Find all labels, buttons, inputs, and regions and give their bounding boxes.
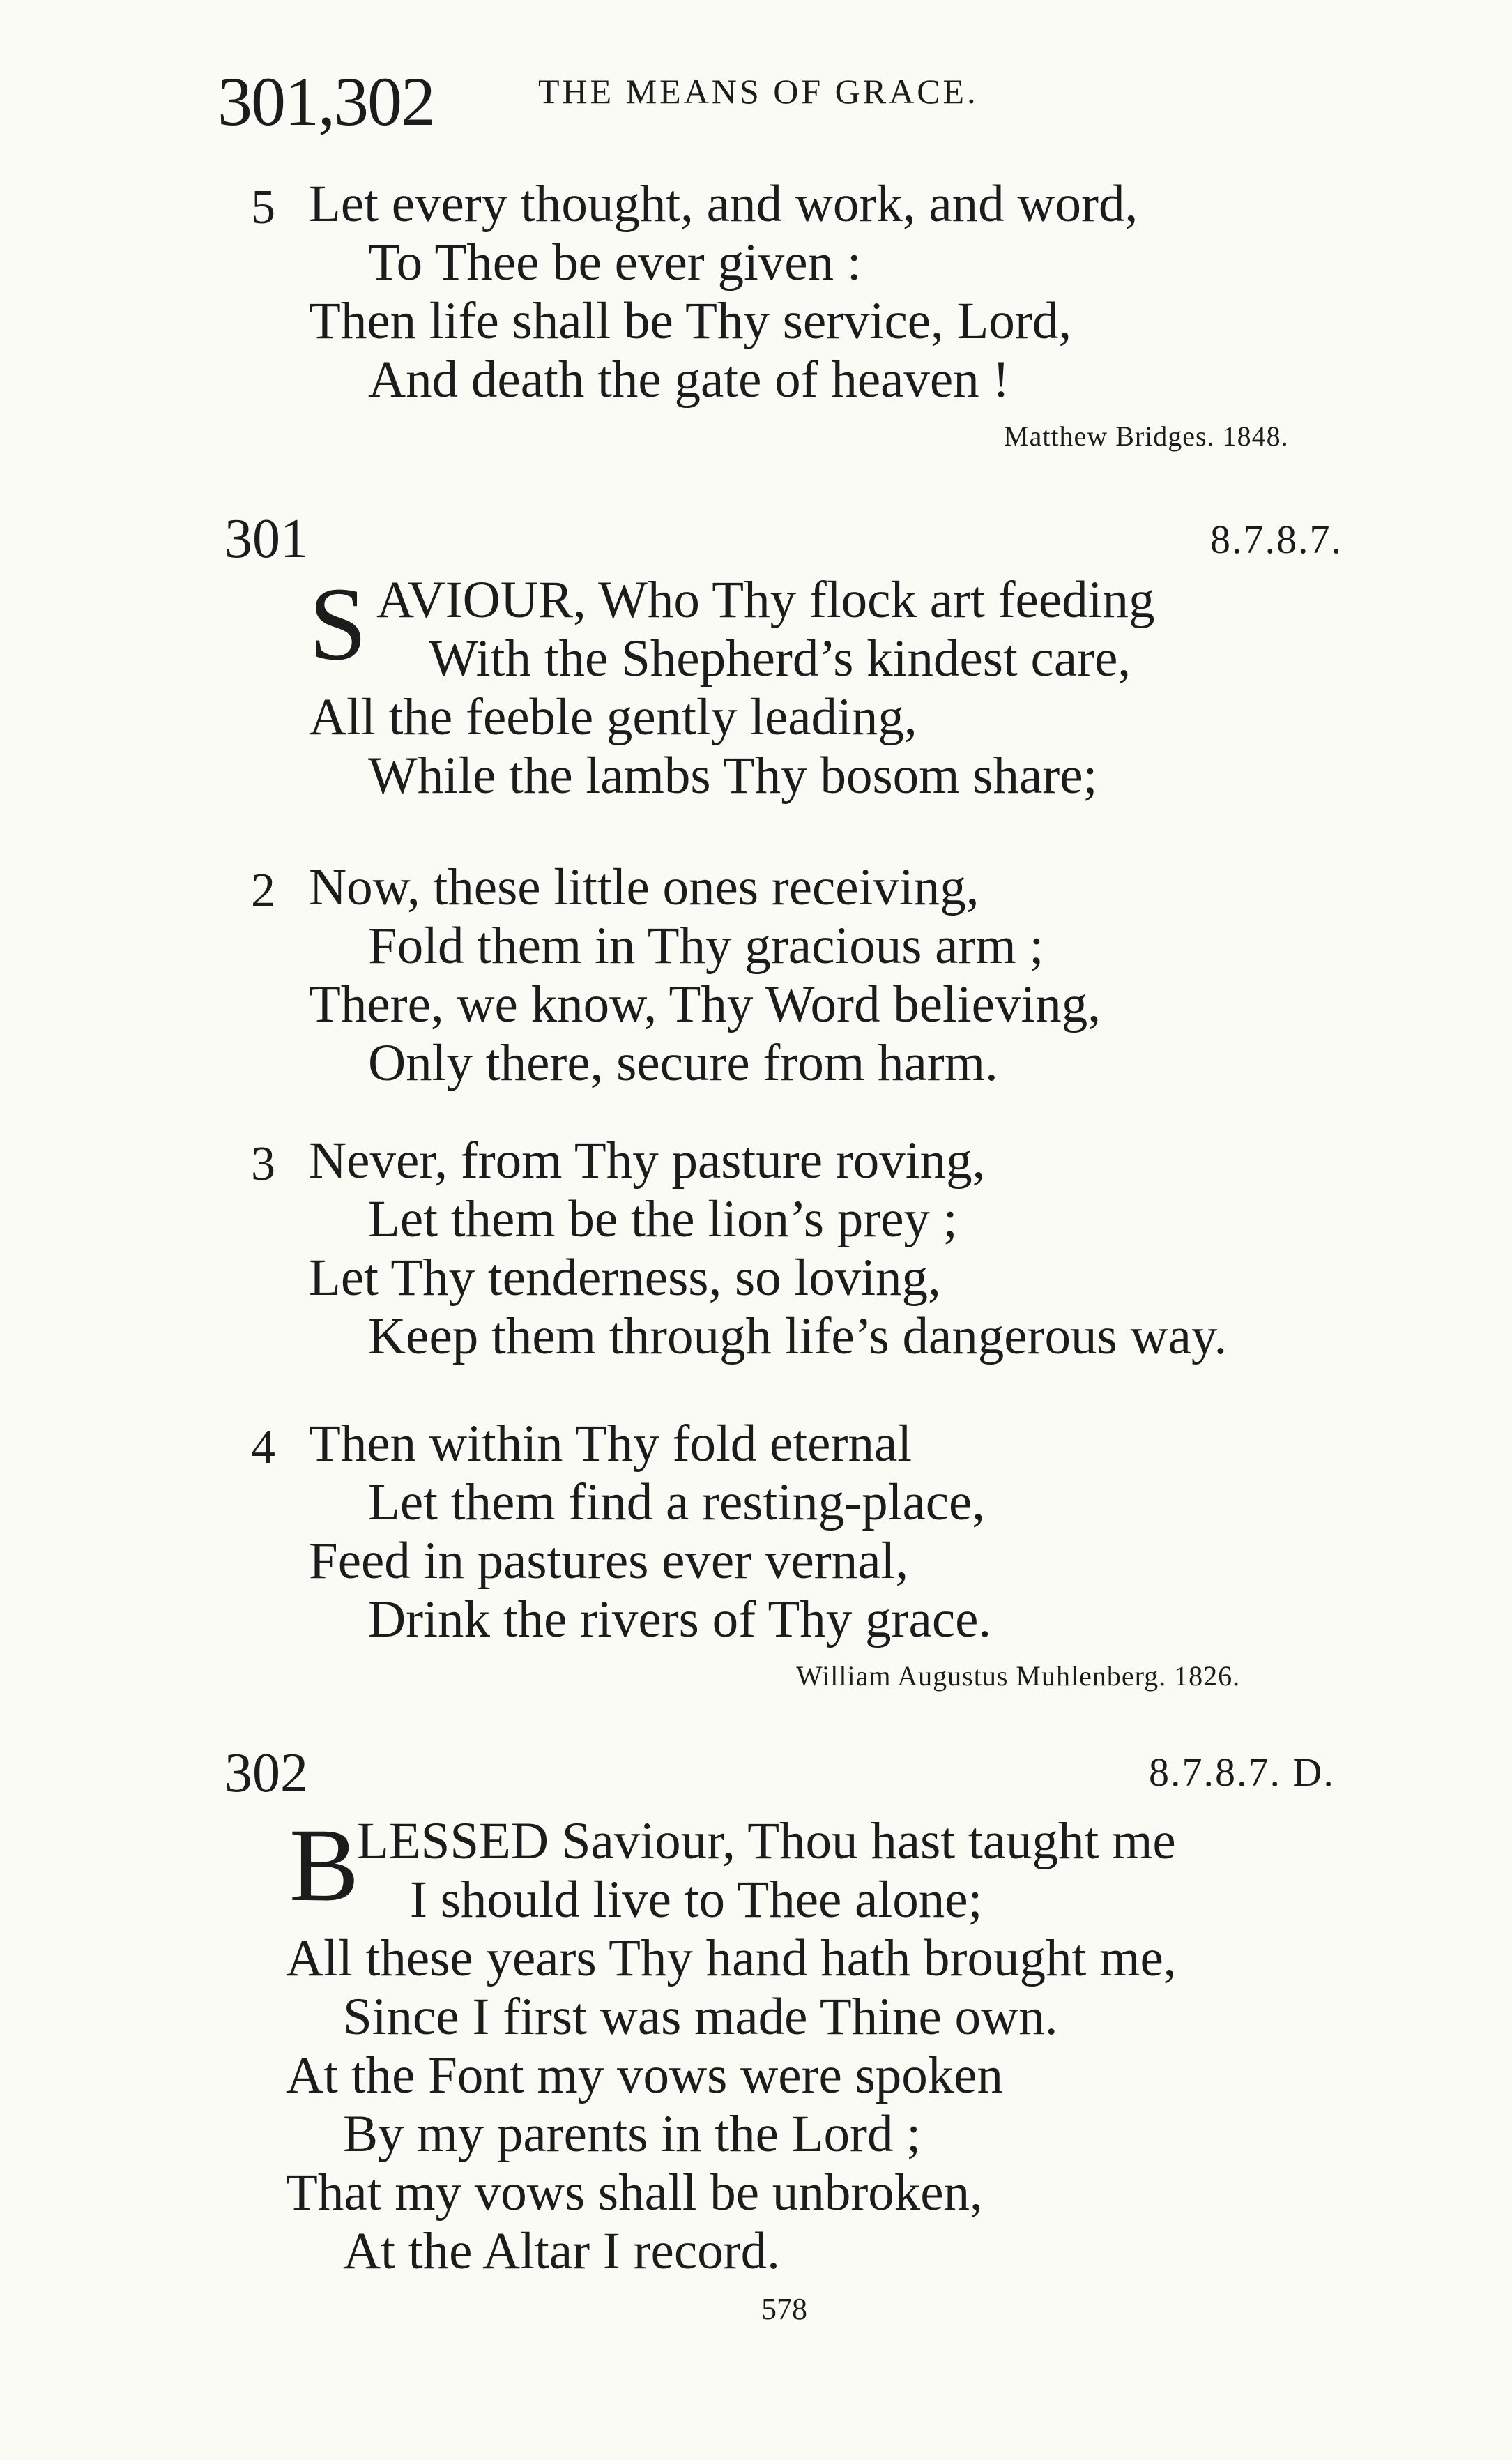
- hymn-line: Let them find a resting-place,: [368, 1473, 986, 1531]
- page-numbers: 301,302: [217, 63, 434, 140]
- hymn-line: I should live to Thee alone;: [410, 1871, 983, 1929]
- author-attribution: William Augustus Muhlenberg. 1826.: [796, 1660, 1241, 1692]
- hymn-line: At the Altar I record.: [343, 2222, 780, 2280]
- drop-cap: S: [309, 566, 367, 682]
- hymn-number: 302: [224, 1742, 308, 1804]
- hymn-number: 301: [224, 508, 308, 570]
- hymn-line: By my parents in the Lord ;: [343, 2105, 922, 2163]
- page-number: 578: [761, 2292, 807, 2326]
- author-attribution: Matthew Bridges. 1848.: [1004, 420, 1289, 452]
- hymn-line: And death the gate of heaven !: [368, 351, 1010, 409]
- hymn-line: Feed in pastures ever vernal,: [309, 1532, 909, 1590]
- hymn-meter: 8.7.8.7. D.: [1149, 1749, 1335, 1795]
- hymn-line: Only there, secure from harm.: [368, 1034, 998, 1092]
- hymn-line: Let them be the lion’s prey ;: [368, 1190, 958, 1248]
- verse-number: 5: [251, 181, 275, 234]
- hymn-line: LESSED Saviour, Thou hast taught me: [357, 1812, 1176, 1870]
- hymn-line: Then life shall be Thy service, Lord,: [309, 292, 1072, 350]
- hymn-meter: 8.7.8.7.: [1210, 517, 1343, 562]
- running-title: THE MEANS OF GRACE.: [538, 72, 979, 111]
- drop-cap: B: [289, 1807, 360, 1923]
- hymn-line: Fold them in Thy gracious arm ;: [368, 917, 1044, 975]
- hymn-line: Now, these little ones receiving,: [309, 858, 979, 916]
- hymn-line: To Thee be ever given :: [368, 234, 862, 291]
- hymn-line: Let every thought, and work, and word,: [309, 175, 1138, 233]
- hymn-line: Keep them through life’s dangerous way.: [368, 1307, 1228, 1365]
- hymn-line: Drink the rivers of Thy grace.: [368, 1590, 992, 1648]
- verse-number: 2: [251, 864, 275, 918]
- hymn-line: Since I first was made Thine own.: [343, 1988, 1058, 2046]
- hymn-line: All the feeble gently leading,: [309, 688, 917, 746]
- verse-number: 3: [251, 1137, 275, 1191]
- hymn-line: At the Font my vows were spoken: [286, 2047, 1004, 2104]
- hymn-line: There, we know, Thy Word believing,: [309, 975, 1101, 1033]
- hymn-line: All these years Thy hand hath brought me,: [286, 1929, 1177, 1987]
- hymn-line: AVIOUR, Who Thy flock art feeding: [376, 571, 1155, 629]
- hymn-line: Then within Thy fold eternal: [309, 1415, 912, 1473]
- hymn-line: With the Shepherd’s kindest care,: [429, 630, 1131, 688]
- hymn-line: While the lambs Thy bosom share;: [368, 747, 1098, 805]
- hymn-line: That my vows shall be unbroken,: [286, 2164, 983, 2222]
- hymn-line: Never, from Thy pasture roving,: [309, 1132, 986, 1190]
- verse-number: 4: [251, 1420, 275, 1474]
- hymn-line: Let Thy tenderness, so loving,: [309, 1249, 941, 1307]
